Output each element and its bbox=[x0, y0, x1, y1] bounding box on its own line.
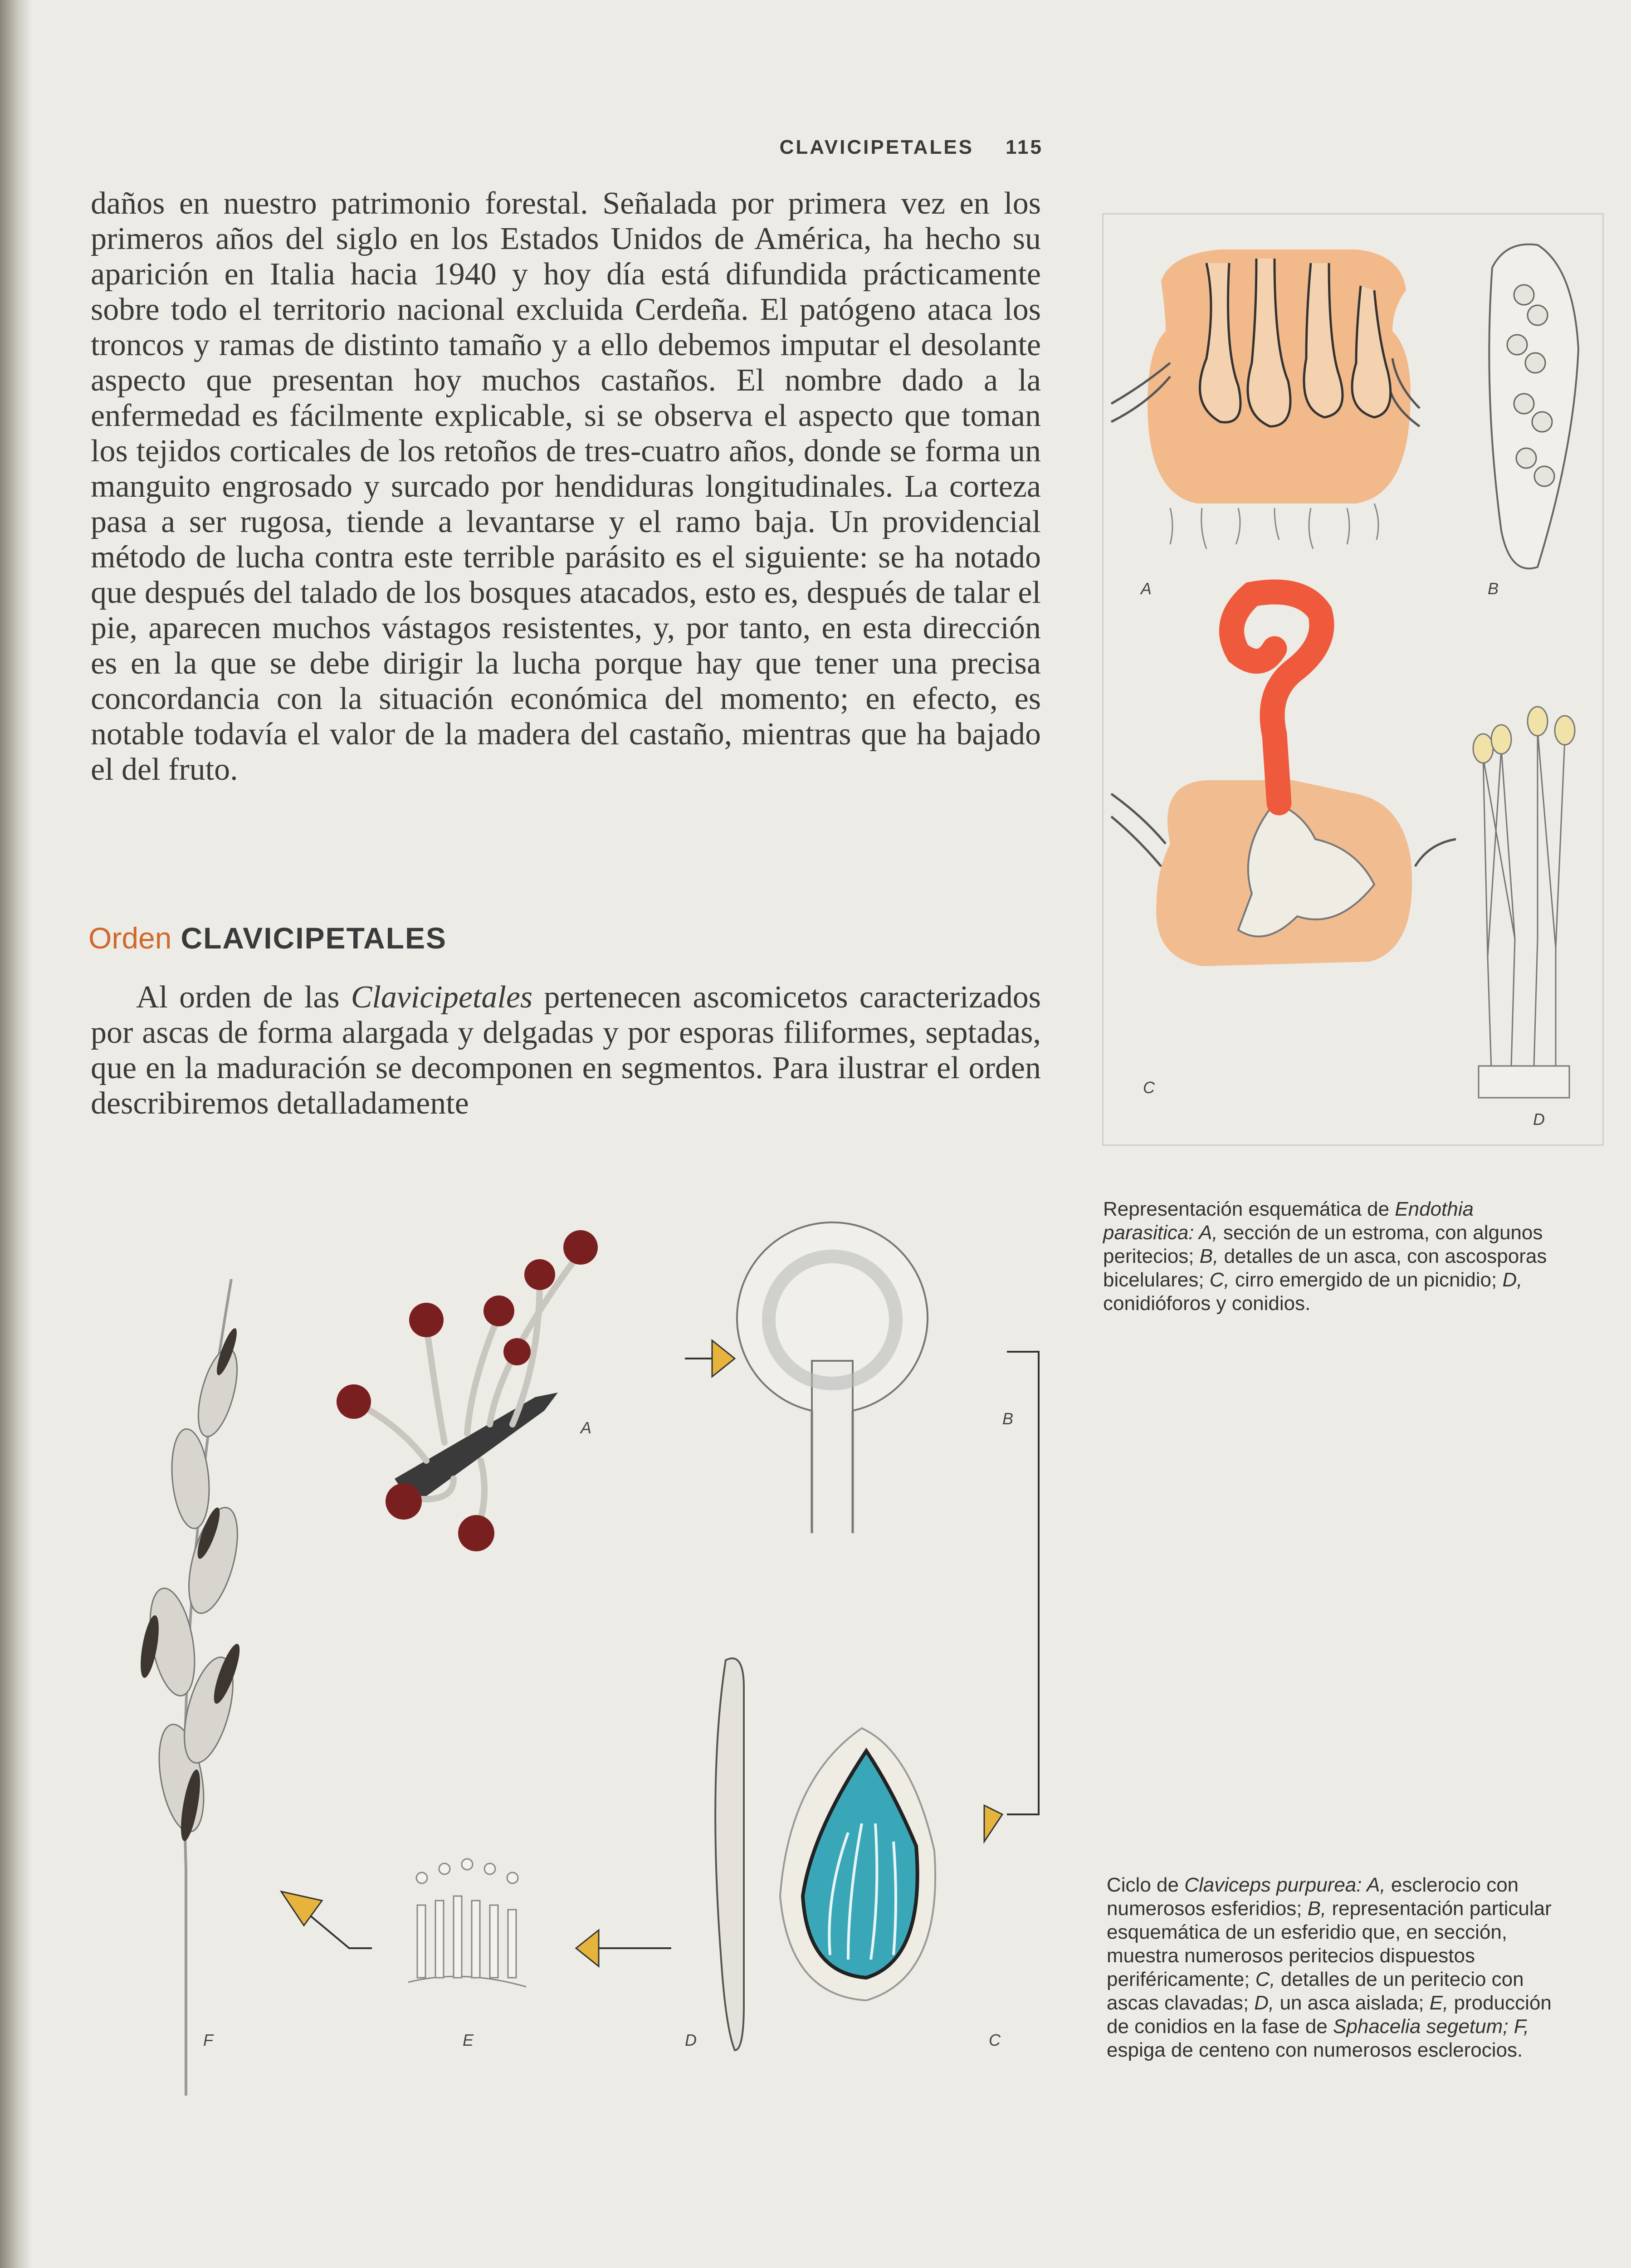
arrow-a-to-b bbox=[685, 1340, 735, 1377]
taxon-name: Clavicipetales bbox=[351, 980, 533, 1015]
isolated-ascus bbox=[685, 1658, 744, 2050]
caption-run: esclerocio con numerosos esferidios; bbox=[1107, 1874, 1519, 1920]
label-e: E bbox=[463, 2031, 474, 2049]
caption-italic: Endothia parasitica: A, bbox=[1103, 1198, 1474, 1244]
arrowhead-to-c bbox=[984, 1805, 1002, 1842]
page-number: 115 bbox=[1006, 136, 1043, 158]
caption-endothia bbox=[1103, 1198, 1557, 1315]
section-heading bbox=[88, 921, 447, 955]
caption-italic: C, bbox=[1209, 1269, 1230, 1291]
label-f: F bbox=[203, 2031, 213, 2049]
paragraph-text: daños en nuestro patrimonio forestal. Señalada por primera vez en los primeros años del siglo en los Estados Unidos de América, ha hecho su aparición en Italia hacia 1940 y hoy día está difundida prácticamente sobre todo el territorio nacional excluida Cerdeña. El patógeno ataca los troncos y ramas de distinto tamaño y a ello debemos imputar el desolante aspecto que presentan hoy muchos castaños. El nombre dado a la enfermedad es fácilmente explicable, si se observa el aspecto que toman los tejidos corticales de los retoños de tres-cuatro años, donde se forma un manguito engrosado y surcado por hendiduras longitudinales. La corteza pasa a ser rugosa, tiende a levantarse y el ramo baja. Un providencial método de lucha contra este terrible parásito es el siguiente: se ha notado que después del talado de los bosques atacados, esto es, después de talar el pie, aparecen muchos vástagos resistentes, y, por tanto, en esta dirección es en la que se debe dirigir la lucha porque hay que tener una precisa concordancia con la situación económica del momento; en efecto, es notable todavía el valor de la madera del castaño, mientras que ha bajado el del fruto. bbox=[91, 186, 1041, 787]
text-run: pertenecen ascomicetos caracterizados por ascas de forma alargada y delgadas y por esporas filiformes, septadas, que en la maduración se decomponen en segmentos. Para ilustrar el orden describiremos detalladamente bbox=[91, 980, 1041, 1121]
paragraph-text bbox=[91, 980, 1041, 1121]
sclerotium-with-stromata bbox=[337, 1230, 598, 1551]
section-title: CLAVICIPETALES bbox=[779, 136, 974, 158]
caption-run: cirro emergido de un picnidio; bbox=[1229, 1269, 1503, 1291]
conidiophores bbox=[1473, 707, 1575, 1129]
arrow-e-to-f bbox=[281, 1892, 372, 1948]
body-paragraph-2 bbox=[91, 980, 1041, 1121]
caption-italic: Sphacelia segetum; F, bbox=[1333, 2015, 1529, 2038]
label-c: C bbox=[1143, 1078, 1155, 1097]
caption-run: conidióforos y conidios. bbox=[1103, 1292, 1311, 1315]
caption-italic: C, bbox=[1255, 1968, 1275, 1990]
caption-italic: E, bbox=[1429, 1992, 1449, 2014]
caption-run: producción de conidios en la fase de bbox=[1107, 1992, 1552, 2038]
perithecium-detail bbox=[780, 1728, 1001, 2049]
caption-run: representación particular esquemática de un esferidio que, en sección, muestra numerosos peritecios dispuestos periféricamente; bbox=[1107, 1897, 1552, 1990]
label-b: B bbox=[1002, 1409, 1014, 1428]
caption-italic: Claviceps purpurea: A, bbox=[1184, 1874, 1386, 1896]
caption-run: un asca aislada; bbox=[1274, 1992, 1430, 2014]
stroma-section bbox=[1111, 249, 1420, 598]
caption-run: detalles de un asca, con ascosporas bicelulares; bbox=[1103, 1245, 1547, 1291]
caption-run: sección de un estroma, con algunos peritecios; bbox=[1103, 1222, 1543, 1267]
stroma-sphere-section bbox=[737, 1222, 1013, 1533]
label-b: B bbox=[1488, 579, 1499, 598]
caption-italic: B, bbox=[1199, 1245, 1219, 1267]
body-paragraph-1 bbox=[91, 186, 1041, 787]
figure-claviceps-cycle bbox=[82, 1188, 1079, 2123]
label-a: A bbox=[581, 1418, 592, 1437]
caption-run: Ciclo de bbox=[1107, 1874, 1185, 1896]
label-d: D bbox=[1533, 1110, 1545, 1129]
caption-italic: D, bbox=[1502, 1269, 1523, 1291]
running-head bbox=[726, 136, 1043, 159]
heading-title: CLAVICIPETALES bbox=[181, 921, 447, 955]
label-c: C bbox=[989, 2031, 1001, 2049]
caption-run: detalles de un peritecio con ascas clavadas; bbox=[1107, 1968, 1524, 2014]
caption-claviceps bbox=[1107, 1873, 1574, 2062]
arrow-d-to-e bbox=[576, 1930, 671, 1966]
caption-run: espiga de centeno con numerosos esclerocios. bbox=[1107, 2039, 1523, 2061]
ascus-detail bbox=[1488, 244, 1578, 598]
figure-endothia bbox=[1102, 213, 1601, 1143]
cirrus-pycnidium bbox=[1111, 592, 1456, 1097]
caption-italic: B, bbox=[1307, 1897, 1327, 1920]
book-binding-shadow bbox=[0, 0, 32, 2268]
label-d: D bbox=[685, 2031, 697, 2049]
rye-spike bbox=[137, 1279, 247, 2096]
label-a: A bbox=[1141, 579, 1152, 598]
heading-prefix: Orden bbox=[88, 921, 172, 955]
conidia-production bbox=[408, 1859, 526, 2049]
caption-italic: D, bbox=[1254, 1992, 1275, 2014]
caption-run: Representación esquemática de bbox=[1103, 1198, 1395, 1220]
text-run: Al orden de las bbox=[136, 980, 351, 1015]
